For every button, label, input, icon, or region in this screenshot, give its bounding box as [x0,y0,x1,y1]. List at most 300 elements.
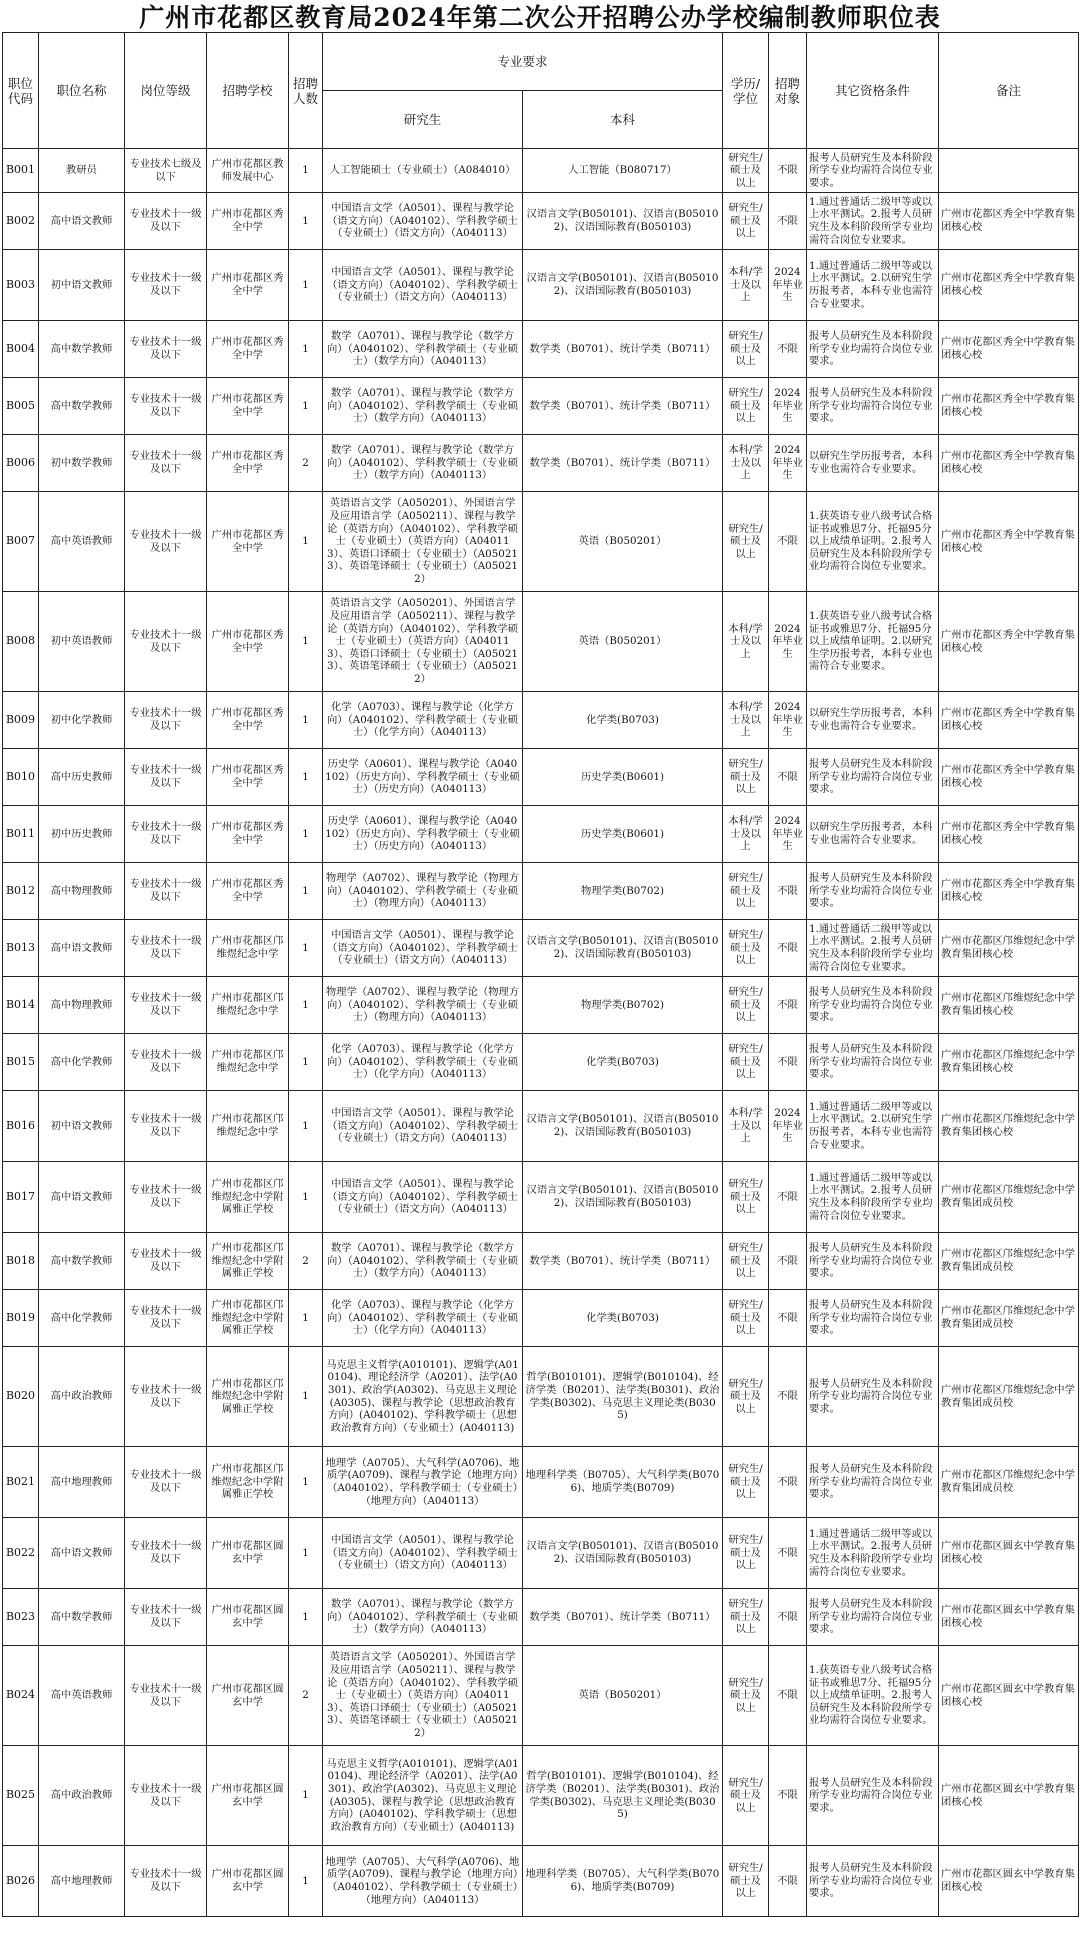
cell-code: B008 [3,592,39,692]
cell-note: 广州市花都区秀全中学教育集团核心校 [939,592,1079,692]
header-note: 备注 [939,33,1079,149]
cell-code: B015 [3,1034,39,1091]
cell-edu: 研究生/硕士及以上 [723,863,769,920]
cell-grad-major: 马克思主义哲学(A010101)、逻辑学(A010104)、理论经济学（A0201）、法学(A0301)、政治学(A0302)、马克思主义理论(A0305)、课程与教学论（思想政治教育方向）(A040102)、学科教学硕士（思想政治教育方向）（专业硕士）(A040113) [323,1746,523,1846]
cell-undergrad-major: 人工智能（B080717） [523,149,723,193]
cell-level: 专业技术十一级及以下 [125,920,207,977]
cell-target: 不限 [769,863,807,920]
cell-level: 专业技术十一级及以下 [125,1447,207,1518]
cell-other: 1.通过普通话二级甲等或以上水平测试。2.报考人员研究生及本科阶段所学专业均需符合岗位专业要求。 [807,193,939,250]
cell-name: 高中数学教师 [39,378,125,435]
cell-level: 专业技术十一级及以下 [125,863,207,920]
cell-code: B006 [3,435,39,492]
cell-target: 不限 [769,321,807,378]
header-name: 职位名称 [39,33,125,149]
cell-target: 2024年毕业生 [769,378,807,435]
cell-undergrad-major: 地理科学类（B0705）、大气科学类(B0706)、地质学类(B0709) [523,1846,723,1917]
cell-other: 报考人员研究生及本科阶段所学专业均需符合岗位专业要求。 [807,1746,939,1846]
cell-school: 广州市花都区邝维煜纪念中学 [207,977,289,1034]
table-row [3,920,1079,977]
cell-undergrad-major: 物理学类(B0702) [523,977,723,1034]
cell-name: 初中历史教师 [39,806,125,863]
cell-note: 广州市花都区秀全中学教育集团核心校 [939,749,1079,806]
cell-count: 1 [289,1034,323,1091]
cell-name: 高中英语教师 [39,1646,125,1746]
cell-code: B025 [3,1746,39,1846]
cell-other: 报考人员研究生及本科阶段所学专业均需符合岗位专业要求。 [807,749,939,806]
cell-note: 广州市花都区圆玄中学教育集团核心校 [939,1589,1079,1646]
cell-grad-major: 数学（A0701）、课程与教学论（数学方向）（A040102）、学科教学硕士（专业硕士）（数学方向）（A040113） [323,321,523,378]
cell-level: 专业技术十一级及以下 [125,1589,207,1646]
cell-grad-major: 数学（A0701）、课程与教学论（数学方向）（A040102）、学科教学硕士（专业硕士）（数学方向）（A040113） [323,1589,523,1646]
table-row [3,1518,1079,1589]
cell-edu: 本科/学士及以上 [723,592,769,692]
cell-level: 专业技术十一级及以下 [125,435,207,492]
page-title: 广州市花都区教育局2024年第二次公开招聘公办学校编制教师职位表 [139,3,941,32]
cell-undergrad-major: 地理科学类（B0705）、大气科学类(B0706)、地质学类(B0709) [523,1447,723,1518]
cell-edu: 研究生/硕士及以上 [723,1518,769,1589]
cell-school: 广州市花都区秀全中学 [207,250,289,321]
cell-code: B017 [3,1162,39,1233]
cell-count: 2 [289,1233,323,1290]
cell-school: 广州市花都区圆玄中学 [207,1646,289,1746]
cell-level: 专业技术十一级及以下 [125,1846,207,1917]
cell-name: 高中物理教师 [39,977,125,1034]
cell-other: 报考人员研究生及本科阶段所学专业均需符合岗位专业要求。 [807,378,939,435]
cell-level: 专业技术十一级及以下 [125,1162,207,1233]
cell-target: 不限 [769,149,807,193]
cell-code: B023 [3,1589,39,1646]
cell-school: 广州市花都区秀全中学 [207,435,289,492]
cell-name: 高中数学教师 [39,1233,125,1290]
table-row [3,592,1079,692]
cell-name: 高中语文教师 [39,193,125,250]
cell-edu: 研究生/硕士及以上 [723,1233,769,1290]
cell-other: 以研究生学历报考者，本科专业也需符合专业要求。 [807,435,939,492]
cell-undergrad-major: 汉语言文学(B050101)、汉语言(B050102)、汉语国际教育(B050103) [523,193,723,250]
cell-undergrad-major: 英语（B050201） [523,592,723,692]
cell-name: 高中语文教师 [39,1162,125,1233]
cell-count: 1 [289,1589,323,1646]
cell-other: 1.通过普通话二级甲等或以上水平测试。2.报考人员研究生及本科阶段所学专业均需符合岗位专业要求。 [807,1162,939,1233]
cell-code: B007 [3,492,39,592]
cell-code: B004 [3,321,39,378]
cell-school: 广州市花都区邝维煜纪念中学附属雅正学校 [207,1347,289,1447]
cell-target: 2024年毕业生 [769,692,807,749]
cell-school: 广州市花都区秀全中学 [207,193,289,250]
cell-name: 初中语文教师 [39,1091,125,1162]
cell-code: B024 [3,1646,39,1746]
cell-grad-major: 中国语言文学（A0501）、课程与教学论（语文方向）（A040102）、学科教学硕士（专业硕士）（语文方向）（A040113） [323,1162,523,1233]
cell-undergrad-major: 英语（B050201） [523,1646,723,1746]
table-row [3,250,1079,321]
cell-undergrad-major: 数学类（B0701）、统计学类（B0711） [523,321,723,378]
cell-undergrad-major: 汉语言文学(B050101)、汉语言(B050102)、汉语国际教育(B050103) [523,250,723,321]
table-row [3,1347,1079,1447]
cell-count: 2 [289,1646,323,1746]
cell-undergrad-major: 物理学类(B0702) [523,863,723,920]
cell-target: 不限 [769,1034,807,1091]
cell-target: 不限 [769,920,807,977]
cell-level: 专业技术十一级及以下 [125,806,207,863]
cell-other: 1.获英语专业八级考试合格证书或雅思7分、托福95分以上成绩单证明。2.以研究生学历报考者，本科专业也需符合专业要求。 [807,592,939,692]
cell-undergrad-major: 化学类(B0703) [523,1034,723,1091]
cell-grad-major: 马克思主义哲学(A010101)、逻辑学(A010104)、理论经济学（A0201）、法学(A0301)、政治学(A0302)、马克思主义理论(A0305)、课程与教学论（思想政治教育方向）(A040102)、学科教学硕士（思想政治教育方向）（专业硕士）(A040113) [323,1347,523,1447]
cell-note: 广州市花都区邝维煜纪念中学教育集团成员校 [939,1290,1079,1347]
header-target: 招聘对象 [769,33,807,149]
cell-target: 不限 [769,492,807,592]
table-row [3,1233,1079,1290]
cell-level: 专业技术十一级及以下 [125,692,207,749]
cell-edu: 研究生/硕士及以上 [723,977,769,1034]
table-row [3,1290,1079,1347]
table-row [3,1746,1079,1846]
cell-note: 广州市花都区秀全中学教育集团核心校 [939,492,1079,592]
cell-other: 报考人员研究生及本科阶段所学专业均需符合岗位专业要求。 [807,1233,939,1290]
cell-count: 1 [289,149,323,193]
cell-target: 2024年毕业生 [769,435,807,492]
cell-undergrad-major: 数学类（B0701）、统计学类（B0711） [523,378,723,435]
cell-target: 不限 [769,1646,807,1746]
cell-other: 报考人员研究生及本科阶段所学专业均需符合岗位专业要求。 [807,1290,939,1347]
cell-grad-major: 物理学（A0702）、课程与教学论（物理方向）（A040102）、学科教学硕士（专业硕士）（物理方向）（A040113） [323,863,523,920]
cell-name: 高中数学教师 [39,1589,125,1646]
cell-school: 广州市花都区邝维煜纪念中学 [207,1034,289,1091]
cell-code: B020 [3,1347,39,1447]
cell-name: 高中物理教师 [39,863,125,920]
cell-school: 广州市花都区秀全中学 [207,749,289,806]
cell-grad-major: 中国语言文学（A0501）、课程与教学论（语文方向）（A040102）、学科教学硕士（专业硕士）（语文方向）（A040113） [323,250,523,321]
cell-target: 不限 [769,1746,807,1846]
cell-undergrad-major: 汉语言文学(B050101)、汉语言(B050102)、汉语国际教育(B050103) [523,1091,723,1162]
cell-code: B016 [3,1091,39,1162]
cell-code: B026 [3,1846,39,1917]
cell-note: 广州市花都区圆玄中学教育集团核心校 [939,1646,1079,1746]
cell-name: 初中化学教师 [39,692,125,749]
cell-edu: 研究生/硕士及以上 [723,749,769,806]
cell-edu: 本科/学士及以上 [723,250,769,321]
cell-target: 不限 [769,977,807,1034]
table-row [3,1091,1079,1162]
table-row [3,1646,1079,1746]
cell-school: 广州市花都区邝维煜纪念中学附属雅正学校 [207,1290,289,1347]
cell-level: 专业技术十一级及以下 [125,1034,207,1091]
cell-level: 专业技术十一级及以下 [125,1646,207,1746]
cell-edu: 本科/学士及以上 [723,692,769,749]
cell-grad-major: 数学（A0701）、课程与教学论（数学方向）（A040102）、学科教学硕士（专业硕士）（数学方向）（A040113） [323,1233,523,1290]
cell-other: 报考人员研究生及本科阶段所学专业均需符合岗位专业要求。 [807,1034,939,1091]
cell-count: 1 [289,1290,323,1347]
cell-school: 广州市花都区秀全中学 [207,863,289,920]
cell-edu: 研究生/硕士及以上 [723,1589,769,1646]
cell-count: 1 [289,1091,323,1162]
cell-note: 广州市花都区邝维煜纪念中学教育集团成员校 [939,1447,1079,1518]
cell-level: 专业技术十一级及以下 [125,321,207,378]
cell-undergrad-major: 化学类(B0703) [523,1290,723,1347]
cell-code: B009 [3,692,39,749]
cell-undergrad-major: 英语（B050201） [523,492,723,592]
cell-target: 不限 [769,1518,807,1589]
cell-school: 广州市花都区邝维煜纪念中学附属雅正学校 [207,1447,289,1518]
cell-grad-major: 中国语言文学（A0501）、课程与教学论（语文方向）（A040102）、学科教学硕士（专业硕士）（语文方向）（A040113） [323,920,523,977]
cell-target: 不限 [769,1846,807,1917]
cell-other: 报考人员研究生及本科阶段所学专业均需符合岗位专业要求。 [807,1347,939,1447]
cell-undergrad-major: 汉语言文学(B050101)、汉语言(B050102)、汉语国际教育(B050103) [523,1518,723,1589]
table-row [3,193,1079,250]
cell-code: B013 [3,920,39,977]
cell-count: 1 [289,378,323,435]
cell-level: 专业技术十一级及以下 [125,977,207,1034]
cell-other: 报考人员研究生及本科阶段所学专业均需符合岗位专业要求。 [807,863,939,920]
cell-level: 专业技术十一级及以下 [125,250,207,321]
cell-other: 报考人员研究生及本科阶段所学专业均需符合岗位专业要求。 [807,1447,939,1518]
table-row [3,1162,1079,1233]
cell-count: 1 [289,1518,323,1589]
table-row [3,378,1079,435]
cell-code: B003 [3,250,39,321]
cell-name: 高中语文教师 [39,920,125,977]
cell-count: 1 [289,492,323,592]
cell-school: 广州市花都区邝维煜纪念中学 [207,1091,289,1162]
table-row [3,749,1079,806]
cell-other: 1.获英语专业八级考试合格证书或雅思7分、托福95分以上成绩单证明。2.报考人员研究生及本科阶段所学专业均需符合岗位专业要求。 [807,1646,939,1746]
cell-undergrad-major: 历史学类(B0601) [523,806,723,863]
cell-undergrad-major: 哲学(B010101)、逻辑学(B010104)、经济学类（B0201）、法学类(B0301)、政治学类(B0302)、马克思主义理论类(B0305) [523,1347,723,1447]
cell-target: 2024年毕业生 [769,1091,807,1162]
cell-grad-major: 中国语言文学（A0501）、课程与教学论（语文方向）（A040102）、学科教学硕士（专业硕士）（语文方向）（A040113） [323,193,523,250]
cell-count: 1 [289,806,323,863]
cell-level: 专业技术十一级及以下 [125,193,207,250]
cell-code: B022 [3,1518,39,1589]
cell-grad-major: 地理学（A0705）、大气科学(A0706)、地质学(A0709)、课程与教学论（地理方向）（A040102）、学科教学硕士（专业硕士）（地理方向）（A040113） [323,1846,523,1917]
cell-note: 广州市花都区秀全中学教育集团核心校 [939,193,1079,250]
cell-grad-major: 英语语言文学（A050201）、外国语言学及应用语言学（A050211）、课程与教学论（英语方向）（A040102）、学科教学硕士（专业硕士）（英语方向）（A040113）、英语口译硕士（专业硕士）（A050213）、英语笔译硕士（专业硕士）（A050212） [323,592,523,692]
cell-note [939,149,1079,193]
cell-grad-major: 数学（A0701）、课程与教学论（数学方向）（A040102）、学科教学硕士（专业硕士）（数学方向）（A040113） [323,435,523,492]
cell-edu: 研究生/硕士及以上 [723,1162,769,1233]
cell-level: 专业技术十一级及以下 [125,1233,207,1290]
cell-undergrad-major: 历史学类(B0601) [523,749,723,806]
cell-count: 1 [289,749,323,806]
cell-target: 不限 [769,1347,807,1447]
table-row [3,321,1079,378]
cell-count: 1 [289,1162,323,1233]
cell-count: 1 [289,321,323,378]
cell-edu: 研究生/硕士及以上 [723,378,769,435]
cell-other: 1.通过普通话二级甲等或以上水平测试。2.以研究生学历报考者，本科专业也需符合专业要求。 [807,1091,939,1162]
cell-level: 专业技术十一级及以下 [125,1290,207,1347]
cell-school: 广州市花都区教师发展中心 [207,149,289,193]
cell-target: 不限 [769,1162,807,1233]
cell-school: 广州市花都区圆玄中学 [207,1746,289,1846]
header-grad: 研究生 [323,91,523,149]
cell-count: 1 [289,1846,323,1917]
cell-other: 以研究生学历报考者，本科专业也需符合专业要求。 [807,806,939,863]
table-row [3,863,1079,920]
cell-name: 初中数学教师 [39,435,125,492]
cell-school: 广州市花都区圆玄中学 [207,1518,289,1589]
cell-level: 专业技术十一级及以下 [125,1518,207,1589]
cell-target: 不限 [769,1290,807,1347]
cell-grad-major: 地理学（A0705）、大气科学(A0706)、地质学(A0709)、课程与教学论（地理方向）（A040102）、学科教学硕士（专业硕士）（地理方向）（A040113） [323,1447,523,1518]
cell-target: 2024年毕业生 [769,592,807,692]
table-header [3,33,1079,149]
cell-count: 1 [289,250,323,321]
table-row [3,692,1079,749]
cell-code: B021 [3,1447,39,1518]
cell-school: 广州市花都区圆玄中学 [207,1846,289,1917]
header-code: 职位代码 [3,33,39,149]
header-other: 其它资格条件 [807,33,939,149]
cell-name: 高中政治教师 [39,1347,125,1447]
cell-other: 报考人员研究生及本科阶段所学专业均需符合岗位专业要求。 [807,1589,939,1646]
cell-school: 广州市花都区圆玄中学 [207,1589,289,1646]
table-row [3,435,1079,492]
cell-undergrad-major: 哲学(B010101)、逻辑学(B010104)、经济学类（B0201）、法学类(B0301)、政治学类(B0302)、马克思主义理论类(B0305) [523,1746,723,1846]
cell-code: B014 [3,977,39,1034]
cell-note: 广州市花都区秀全中学教育集团核心校 [939,378,1079,435]
cell-note: 广州市花都区邝维煜纪念中学教育集团核心校 [939,920,1079,977]
cell-note: 广州市花都区秀全中学教育集团核心校 [939,692,1079,749]
cell-edu: 研究生/硕士及以上 [723,193,769,250]
cell-other: 1.通过普通话二级甲等或以上水平测试。2.报考人员研究生及本科阶段所学专业均需符合岗位专业要求。 [807,920,939,977]
cell-target: 不限 [769,749,807,806]
header-major: 专业要求 [323,33,723,91]
table-row [3,492,1079,592]
cell-edu: 研究生/硕士及以上 [723,1746,769,1846]
cell-level: 专业技术十一级及以下 [125,1746,207,1846]
header-school: 招聘学校 [207,33,289,149]
cell-code: B002 [3,193,39,250]
cell-edu: 研究生/硕士及以上 [723,1034,769,1091]
cell-count: 1 [289,193,323,250]
cell-school: 广州市花都区邝维煜纪念中学附属雅正学校 [207,1162,289,1233]
cell-note: 广州市花都区秀全中学教育集团核心校 [939,435,1079,492]
cell-code: B018 [3,1233,39,1290]
cell-school: 广州市花都区邝维煜纪念中学 [207,920,289,977]
cell-grad-major: 历史学（A0601）、课程与教学论（A040102）（历史方向）、学科教学硕士（专业硕士）（历史方向）（A040113） [323,749,523,806]
cell-level: 专业技术十一级及以下 [125,492,207,592]
cell-level: 专业技术十一级及以下 [125,1091,207,1162]
cell-target: 2024年毕业生 [769,806,807,863]
cell-other: 以研究生学历报考者，本科专业也需符合专业要求。 [807,692,939,749]
cell-note: 广州市花都区秀全中学教育集团核心校 [939,321,1079,378]
cell-grad-major: 物理学（A0702）、课程与教学论（物理方向）（A040102）、学科教学硕士（专业硕士）（物理方向）（A040113） [323,977,523,1034]
table-row [3,1846,1079,1917]
cell-name: 高中化学教师 [39,1034,125,1091]
table-row [3,1034,1079,1091]
cell-undergrad-major: 汉语言文学(B050101)、汉语言(B050102)、汉语国际教育(B050103) [523,920,723,977]
cell-undergrad-major: 数学类（B0701）、统计学类（B0711） [523,435,723,492]
cell-note: 广州市花都区秀全中学教育集团核心校 [939,250,1079,321]
cell-count: 1 [289,920,323,977]
cell-note: 广州市花都区邝维煜纪念中学教育集团成员校 [939,1233,1079,1290]
cell-school: 广州市花都区秀全中学 [207,321,289,378]
cell-count: 1 [289,1347,323,1447]
cell-note: 广州市花都区邝维煜纪念中学教育集团成员校 [939,1347,1079,1447]
cell-edu: 研究生/硕士及以上 [723,321,769,378]
cell-name: 高中地理教师 [39,1846,125,1917]
cell-grad-major: 中国语言文学（A0501）、课程与教学论（语文方向）（A040102）、学科教学硕士（专业硕士）（语文方向）（A040113） [323,1091,523,1162]
cell-grad-major: 英语语言文学（A050201）、外国语言学及应用语言学（A050211）、课程与教学论（英语方向）（A040102）、学科教学硕士（专业硕士）（英语方向）（A040113）、英语口译硕士（专业硕士）（A050213）、英语笔译硕士（专业硕士）（A050212） [323,1646,523,1746]
cell-note: 广州市花都区邝维煜纪念中学教育集团核心校 [939,1091,1079,1162]
cell-undergrad-major: 汉语言文学(B050101)、汉语言(B050102)、汉语国际教育(B050103) [523,1162,723,1233]
cell-name: 教研员 [39,149,125,193]
cell-edu: 本科/学士及以上 [723,806,769,863]
cell-grad-major: 历史学（A0601）、课程与教学论（A040102）（历史方向）、学科教学硕士（专业硕士）（历史方向）（A040113） [323,806,523,863]
cell-name: 高中化学教师 [39,1290,125,1347]
cell-target: 不限 [769,1447,807,1518]
cell-note: 广州市花都区邝维煜纪念中学教育集团成员校 [939,1162,1079,1233]
cell-grad-major: 中国语言文学（A0501）、课程与教学论（语文方向）（A040102）、学科教学硕士（专业硕士）（语文方向）（A040113） [323,1518,523,1589]
cell-edu: 本科/学士及以上 [723,435,769,492]
cell-note: 广州市花都区圆玄中学教育集团核心校 [939,1846,1079,1917]
cell-code: B012 [3,863,39,920]
cell-other: 1.获英语专业八级考试合格证书或雅思7分、托福95分以上成绩单证明。2.报考人员研究生及本科阶段所学专业均需符合岗位专业要求。 [807,492,939,592]
cell-grad-major: 化学（A0703）、课程与教学论（化学方向）（A040102）、学科教学硕士（专业硕士）（化学方向）（A040113） [323,1290,523,1347]
cell-count: 1 [289,592,323,692]
cell-school: 广州市花都区秀全中学 [207,592,289,692]
cell-other: 报考人员研究生及本科阶段所学专业均需符合岗位专业要求。 [807,149,939,193]
cell-note: 广州市花都区圆玄中学教育集团核心校 [939,1518,1079,1589]
cell-other: 报考人员研究生及本科阶段所学专业均需符合岗位专业要求。 [807,977,939,1034]
table-row [3,1447,1079,1518]
cell-name: 高中语文教师 [39,1518,125,1589]
table-row [3,977,1079,1034]
cell-note: 广州市花都区邝维煜纪念中学教育集团核心校 [939,1034,1079,1091]
header-count: 招聘人数 [289,33,323,149]
cell-note: 广州市花都区秀全中学教育集团核心校 [939,863,1079,920]
table-row [3,806,1079,863]
cell-name: 高中数学教师 [39,321,125,378]
cell-school: 广州市花都区秀全中学 [207,378,289,435]
header-edu: 学历/学位 [723,33,769,149]
cell-school: 广州市花都区秀全中学 [207,692,289,749]
cell-edu: 研究生/硕士及以上 [723,149,769,193]
cell-undergrad-major: 数学类（B0701）、统计学类（B0711） [523,1589,723,1646]
cell-edu: 研究生/硕士及以上 [723,1447,769,1518]
cell-name: 高中地理教师 [39,1447,125,1518]
cell-level: 专业技术十一级及以下 [125,378,207,435]
cell-count: 1 [289,977,323,1034]
header-level: 岗位等级 [125,33,207,149]
cell-count: 1 [289,692,323,749]
cell-name: 初中英语教师 [39,592,125,692]
cell-grad-major: 化学（A0703）、课程与教学论（化学方向）（A040102）、学科教学硕士（专业硕士）（化学方向）（A040113） [323,692,523,749]
cell-edu: 研究生/硕士及以上 [723,1646,769,1746]
cell-count: 1 [289,1746,323,1846]
cell-note: 广州市花都区邝维煜纪念中学教育集团核心校 [939,977,1079,1034]
cell-grad-major: 化学（A0703）、课程与教学论（化学方向）（A040102）、学科教学硕士（专业硕士）（化学方向）（A040113） [323,1034,523,1091]
cell-code: B001 [3,149,39,193]
cell-edu: 研究生/硕士及以上 [723,1846,769,1917]
cell-other: 1.通过普通话二级甲等或以上水平测试。2.以研究生学历报考者，本科专业也需符合专业要求。 [807,250,939,321]
cell-target: 不限 [769,193,807,250]
cell-count: 1 [289,863,323,920]
cell-school: 广州市花都区秀全中学 [207,492,289,592]
positions-table [2,32,1079,1917]
cell-code: B011 [3,806,39,863]
cell-count: 2 [289,435,323,492]
cell-code: B005 [3,378,39,435]
cell-edu: 研究生/硕士及以上 [723,492,769,592]
cell-grad-major: 数学（A0701）、课程与教学论（数学方向）（A040102）、学科教学硕士（专业硕士）（数学方向）（A040113） [323,378,523,435]
header-undergrad: 本科 [523,91,723,149]
cell-code: B019 [3,1290,39,1347]
cell-name: 高中历史教师 [39,749,125,806]
table-body [3,149,1079,1917]
cell-note: 广州市花都区圆玄中学教育集团核心校 [939,1746,1079,1846]
